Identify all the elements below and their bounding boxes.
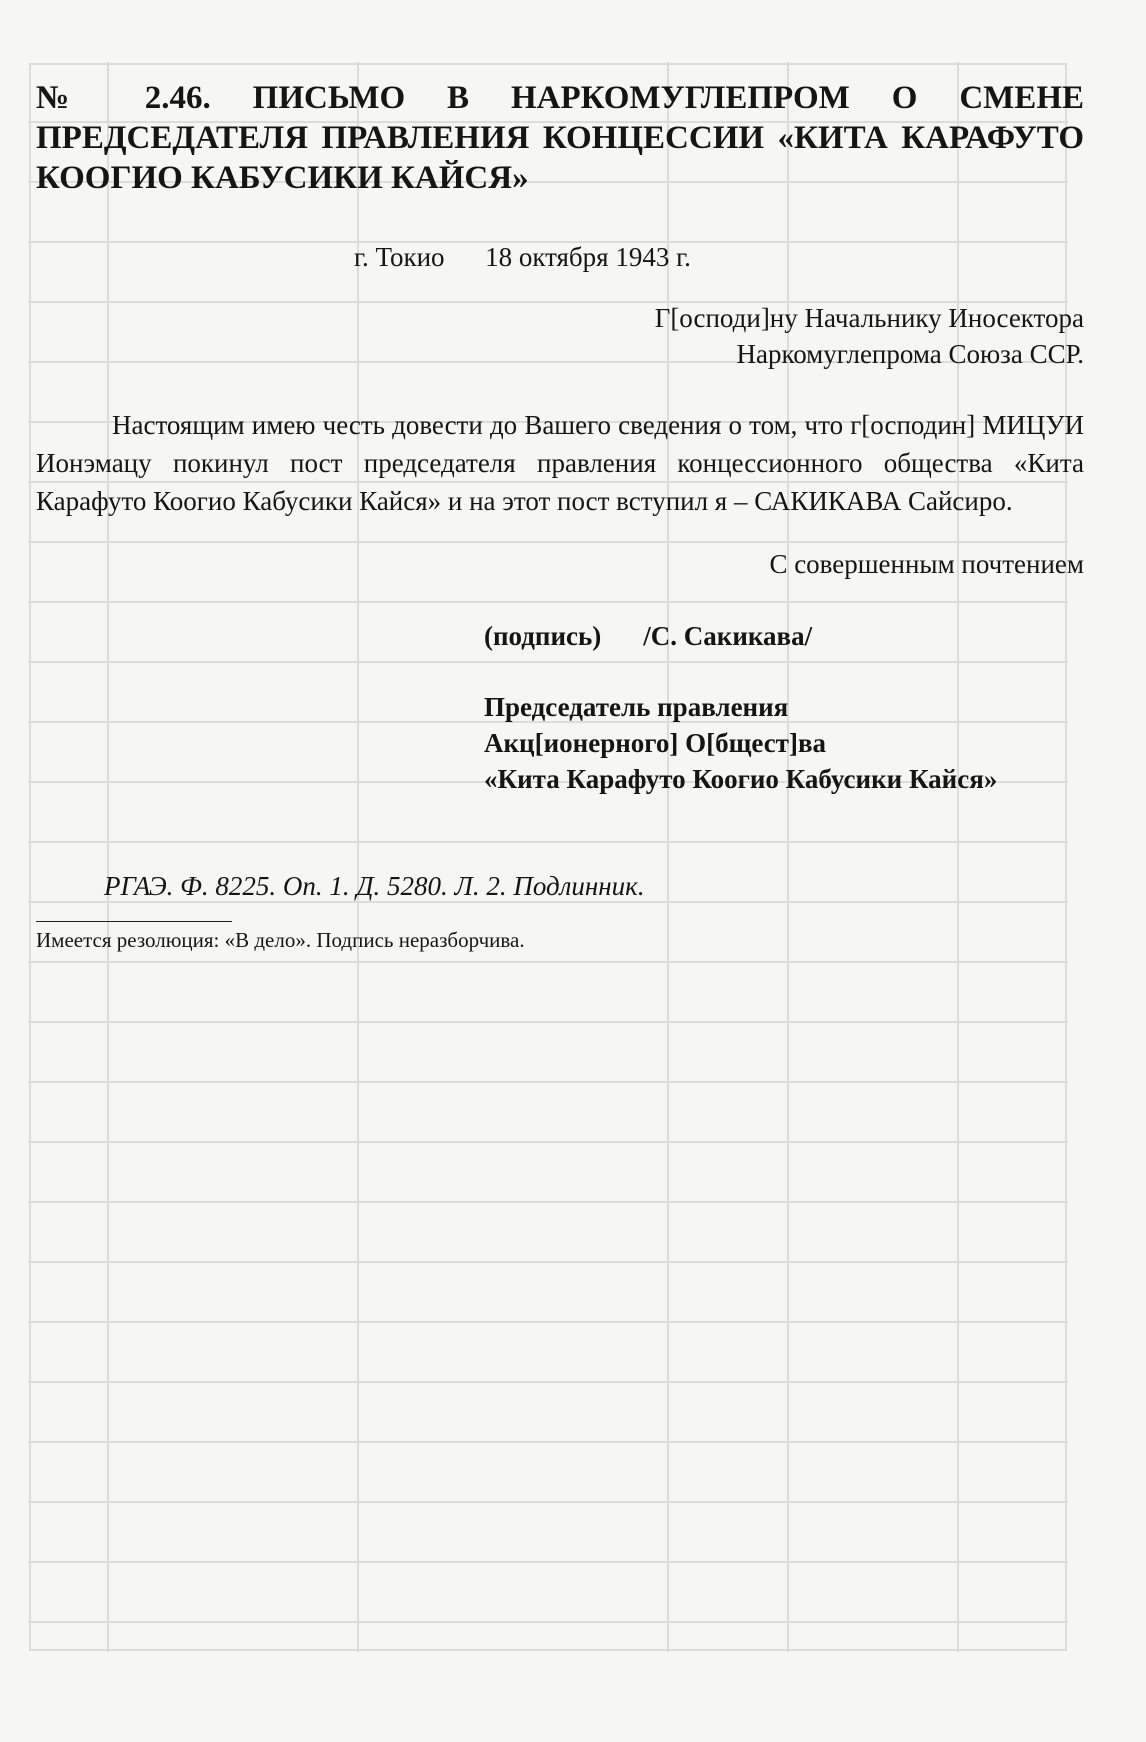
archival-source: РГАЭ. Ф. 8225. Оп. 1. Д. 5280. Л. 2. Подлинник.	[104, 871, 645, 901]
document-content	[36, 78, 1084, 954]
place-and-date	[36, 240, 1084, 274]
date-text: 18 октября 1943 г.	[485, 242, 691, 272]
heading-line-1: № 2.46. ПИСЬМО В НАРКОМУГЛЕПРОМ О СМЕНЕ	[36, 80, 1084, 116]
position-line-3: «Кита Карафуто Коогио Кабусики Кайся»	[484, 764, 998, 794]
position-line-1: Председатель правления	[484, 692, 789, 722]
addressee-line-2: Наркомуглепрома Союза ССР.	[736, 339, 1084, 369]
addressee-line-1: Г[осподи]ну Начальнику Иносектора	[654, 303, 1084, 333]
signatory-position	[36, 689, 1084, 797]
letter-body: Настоящим имею честь довести до Вашего сведения о том, что г[осподин] МИЦУИ Ионэмацу покинул пост председателя правления концессионного общества «Кита Карафуто Коогио Кабусики Кайся» и на этот пост вступил я – САКИКАВА Сайсиро.	[36, 410, 1084, 516]
closing-formula: С совершенным почтением	[769, 549, 1084, 579]
signature-mark: (подпись)	[484, 621, 602, 651]
footnote-rule	[36, 921, 232, 922]
document-heading	[36, 78, 1084, 198]
signatory-name: /С. Сакикава/	[643, 621, 813, 651]
position-line-2: Акц[ионерного] О[бщест]ва	[484, 728, 827, 758]
heading-line-2: ПРЕДСЕДАТЕЛЯ ПРАВЛЕНИЯ КОНЦЕССИИ «КИТА КАРАФУТО	[36, 120, 1084, 156]
addressee-block	[36, 300, 1084, 372]
place-text: г. Токио	[354, 242, 445, 272]
signature-line	[36, 619, 1084, 653]
heading-line-3: КООГИО КАБУСИКИ КАЙСЯ»	[36, 160, 529, 196]
resolution-note: Имеется резолюция: «В дело». Подпись неразборчива.	[36, 928, 525, 952]
